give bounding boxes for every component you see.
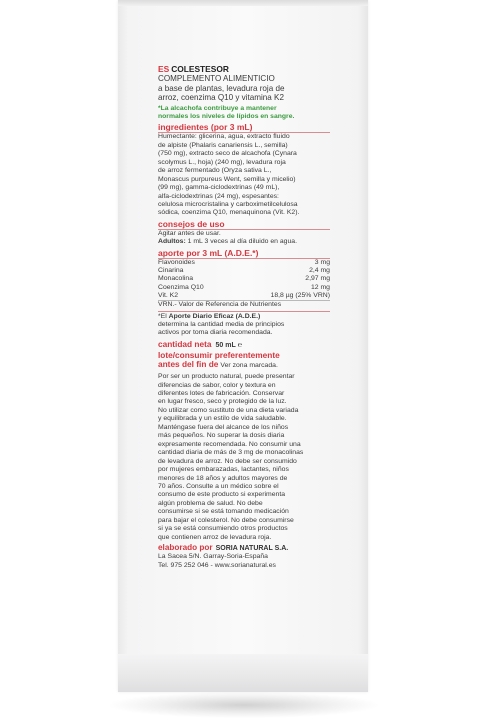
nutrient-value: 3 mg [314, 258, 330, 266]
product-header [158, 64, 330, 74]
manufacturer-contact: Tel. 975 252 046 - www.sorianatural.es [158, 561, 276, 569]
usage-title: consejos de uso [158, 219, 330, 230]
ingredients-line: (99 mg), gamma-ciclodextrinas (49 mL), [158, 184, 280, 192]
warning-line: diferentes lotes de fabricación. Conservar [158, 389, 285, 397]
manufacturer [158, 543, 330, 553]
warning-line: si ya se está consumiendo otros productos [158, 525, 288, 533]
ingredients-line: alfa-ciclodextrinas (24 mg), espesantes: [158, 192, 279, 200]
ingredients-line: Monascus purpureus Went, semilla y micelio) [158, 175, 296, 183]
ingredients-line: de alpiste (Phalaris canariensis L., semilla) [158, 141, 288, 149]
manufacturer-address: La Sacea 5/N. Garray-Soria-España [158, 553, 268, 561]
table-row [158, 292, 330, 300]
nutrient-name: Cinarina [158, 267, 184, 275]
vrn-note: VRN.- Valor de Referencia de Nutrientes [158, 300, 330, 311]
lote-label: antes del fin de [158, 359, 219, 370]
nutrient-value: 2,4 mg [309, 267, 330, 275]
ade-note-line: activos por toma diaria recomendada. [158, 329, 273, 337]
nutrition-title: aporte por 3 mL (A.D.E.*) [158, 248, 330, 259]
language-code: ES [158, 64, 170, 74]
warning-line: Por ser un producto natural, puede presentar [158, 373, 295, 381]
manufacturer-label: elaborado por [158, 543, 213, 553]
health-claim-line: normales los niveles de lípidos en sangre. [158, 113, 295, 121]
ade-note-line [158, 313, 330, 321]
table-row [158, 259, 330, 267]
ade-note-line: determina la cantidad media de principios [158, 320, 285, 328]
warning-line: No utilizar como sustituto de una dieta variada [158, 406, 299, 414]
subtitle-line: arroz, coenzima Q10 y vitamina K2 [158, 93, 284, 103]
warning-line: algún problema de salud. No debe [158, 499, 263, 507]
product-label [158, 64, 330, 570]
box-top-edge [118, 0, 368, 6]
nutrient-value: 2,97 mg [305, 275, 330, 283]
ingredients-line: scolymus L., hoja) (240 mg), levadura roja [158, 158, 286, 166]
warning-line: 70 años. Consulte a un médico sobre el [158, 482, 279, 490]
nutrient-value: 12 mg [310, 283, 330, 291]
product-name: COLESTESOR [171, 64, 229, 74]
ingredients-text [158, 133, 330, 218]
manufacturer-name: SORIA NATURAL S.A. [215, 545, 289, 553]
table-row [158, 275, 330, 283]
lote-value: Ver zona marcada. [220, 362, 278, 370]
ade-prefix: *El [158, 312, 169, 320]
warnings-text [158, 373, 330, 542]
ingredients-line: de arroz fermentado (Oryza sativa L., [158, 167, 272, 175]
warning-line: más pequeños. No superar la dosis diaria [158, 432, 285, 440]
adults-text: 1 mL 3 veces al día diluido en agua. [185, 238, 297, 246]
warning-line: en lugar fresco, seco y protegido de la luz. [158, 398, 287, 406]
ade-note [158, 313, 330, 338]
nutrient-name: Monacolina [158, 275, 194, 283]
box-bottom-edge [118, 654, 368, 692]
table-row [158, 284, 330, 292]
warning-line: expresamente recomendada. No consumir una [158, 440, 301, 448]
warning-line: para bajar el colesterol. No debe consumirse [158, 516, 294, 524]
nutrient-name: Flavonoides [158, 258, 195, 266]
warning-line: cantidad diaria de más de 3 mg de monacolinas [158, 449, 304, 457]
ingredients-line: celulosa microcristalina y carboximetilcelulosa [158, 201, 298, 208]
ingredients-line: (750 mg), extracto seco de alcachofa (Cynara [158, 150, 297, 158]
subtitle-line: a base de plantas, levadura roja de [158, 83, 285, 93]
adults-label: Adultos: [158, 238, 186, 246]
warning-line: diferencias de sabor, color y textura en [158, 381, 276, 389]
net-label: cantidad neta [158, 338, 212, 349]
nutrient-value: 18,8 µg (25% VRN) [270, 291, 330, 299]
table-row [158, 267, 330, 275]
usage-text [158, 230, 330, 247]
ingredients-line: sódica, coenzima Q10, menaquinona (Vit. K2). [158, 209, 300, 217]
warning-line: que contienen arroz de levadura roja. [158, 533, 272, 541]
subtitle-line: COMPLEMENTO ALIMENTICIO [158, 74, 275, 83]
warning-line: de levadura de arroz. No debe ser consumido [158, 457, 297, 465]
warning-line: menores de 18 años y adultos mayores de [158, 474, 288, 482]
warning-line: por mujeres embarazadas, lactantes, niños [158, 466, 289, 474]
warning-line: Manténgase fuera del alcance de los niños [158, 423, 289, 431]
warning-line: y equilibrada y un estilo de vida saludable. [158, 415, 287, 423]
usage-adults [158, 238, 330, 246]
box-shadow [110, 692, 378, 718]
lote-line-2 [158, 360, 330, 371]
nutrient-name: Vit. K2 [158, 291, 179, 299]
health-claim [158, 105, 330, 122]
ingredients-title: ingredientes (por 3 mL) [158, 122, 330, 133]
ingredients-line: Humectante: glicerina, agua, extracto fluido [158, 133, 290, 141]
health-claim-line: *La alcachofa contribuye a mantener [158, 104, 277, 112]
nutrient-name: Coenzima Q10 [158, 283, 204, 291]
usage-line: Agitar antes de usar. [158, 229, 221, 237]
warning-line: consumirse si se está tomando medicación [158, 508, 289, 516]
lote-line: lote/consumir preferentemente [158, 349, 280, 360]
net-value: 50 mL [215, 341, 236, 349]
ade-term: Aporte Diario Eficaz (A.D.E.) [168, 312, 261, 320]
warning-line: consumo de este producto si experimenta [158, 491, 286, 499]
nutrition-table [158, 259, 330, 300]
estimated-sign-icon: ℮ [237, 339, 243, 349]
